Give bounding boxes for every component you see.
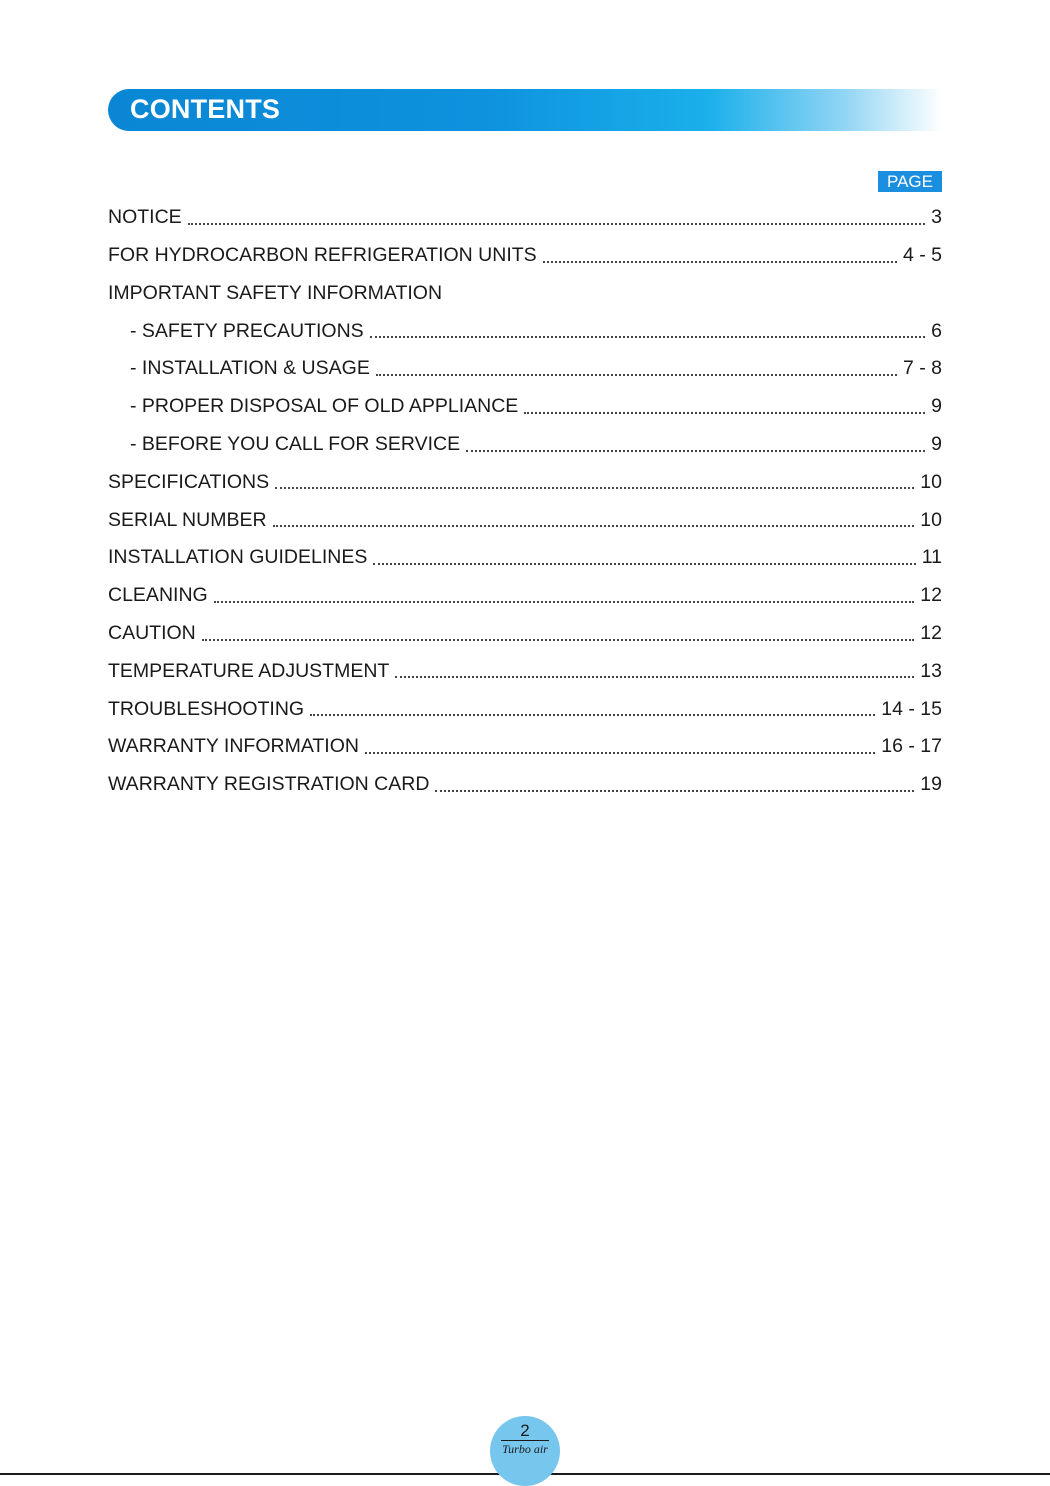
toc-entry-page: 12 [920,584,942,607]
toc-entry[interactable] [108,690,942,728]
toc-entry[interactable] [108,728,942,766]
page-title: CONTENTS [130,94,281,124]
toc-entry-page: 19 [920,773,942,796]
toc-dot-leader [273,524,915,527]
toc-entry-label: INSTALLATION GUIDELINES [108,546,368,569]
page-column-label: PAGE [878,171,942,192]
toc-entry-page: 3 [931,206,942,229]
toc-entry-page: 11 [921,546,942,569]
toc-entry-label: TEMPERATURE ADJUSTMENT [108,659,390,682]
toc-dot-leader [370,335,925,338]
toc-dot-leader [310,713,875,716]
toc-dot-leader [524,411,925,414]
toc-entry-label: - PROPER DISPOSAL OF OLD APPLIANCE [130,395,519,418]
toc-dot-leader [188,222,925,225]
toc-entry[interactable] [108,312,942,350]
toc-entry-label: IMPORTANT SAFETY INFORMATION [108,281,443,304]
toc-entry-page: 13 [920,659,942,682]
toc-entry-label: FOR HYDROCARBON REFRIGERATION UNITS [108,243,537,266]
toc-entry-page: 10 [920,508,942,531]
footer-page-number: 2 [520,1421,530,1440]
toc-entry-page: 16 - 17 [881,735,942,758]
toc-entry[interactable] [108,577,942,615]
toc-entry[interactable] [108,237,942,275]
toc-entry[interactable] [108,501,942,539]
toc-dot-leader [373,562,915,565]
toc-entry-page: 9 [931,432,942,455]
toc-entry-label: WARRANTY REGISTRATION CARD [108,773,430,796]
toc-entry[interactable] [108,464,942,502]
toc-entry[interactable] [108,615,942,653]
toc-entry-page: 7 - 8 [902,357,942,380]
toc-entry-label: SERIAL NUMBER [108,508,267,531]
toc-dot-leader [435,789,914,792]
toc-entry[interactable] [108,426,942,464]
toc-entry-label: - BEFORE YOU CALL FOR SERVICE [130,432,461,455]
toc-entry-label: WARRANTY INFORMATION [108,735,359,758]
toc-entry-label: CLEANING [108,584,208,607]
toc-entry-label: SPECIFICATIONS [108,470,270,493]
toc-entry-label: NOTICE [108,206,182,229]
toc-entry-page: 6 [931,319,942,342]
toc-entry[interactable] [108,199,942,237]
toc-dot-leader [466,449,925,452]
toc-entry[interactable] [108,350,942,388]
toc-dot-leader [376,373,897,376]
table-of-contents [108,199,942,804]
toc-dot-leader [275,486,914,489]
toc-dot-leader [365,751,875,754]
toc-entry[interactable] [108,275,942,313]
toc-entry-page: 12 [920,621,942,644]
toc-dot-leader [448,299,936,300]
brand-logo-text: Turbo air [502,1442,548,1456]
toc-entry-page: 10 [920,470,942,493]
toc-dot-leader [214,600,915,603]
toc-entry[interactable] [108,653,942,691]
toc-entry[interactable] [108,766,942,804]
toc-entry-page: 4 - 5 [902,243,942,266]
toc-dot-leader [202,638,915,641]
footer-page-badge [490,1416,560,1486]
toc-entry[interactable] [108,388,942,426]
footer-rule [501,1440,549,1441]
toc-entry[interactable] [108,539,942,577]
contents-header-bar [108,89,942,131]
toc-entry-label: CAUTION [108,621,196,644]
toc-dot-leader [543,260,897,263]
toc-entry-label: - SAFETY PRECAUTIONS [130,319,364,342]
toc-entry-page: 14 - 15 [881,697,942,720]
toc-entry-page: 9 [931,395,942,418]
toc-entry-label: - INSTALLATION & USAGE [130,357,370,380]
toc-dot-leader [395,675,914,678]
toc-entry-label: TROUBLESHOOTING [108,697,305,720]
